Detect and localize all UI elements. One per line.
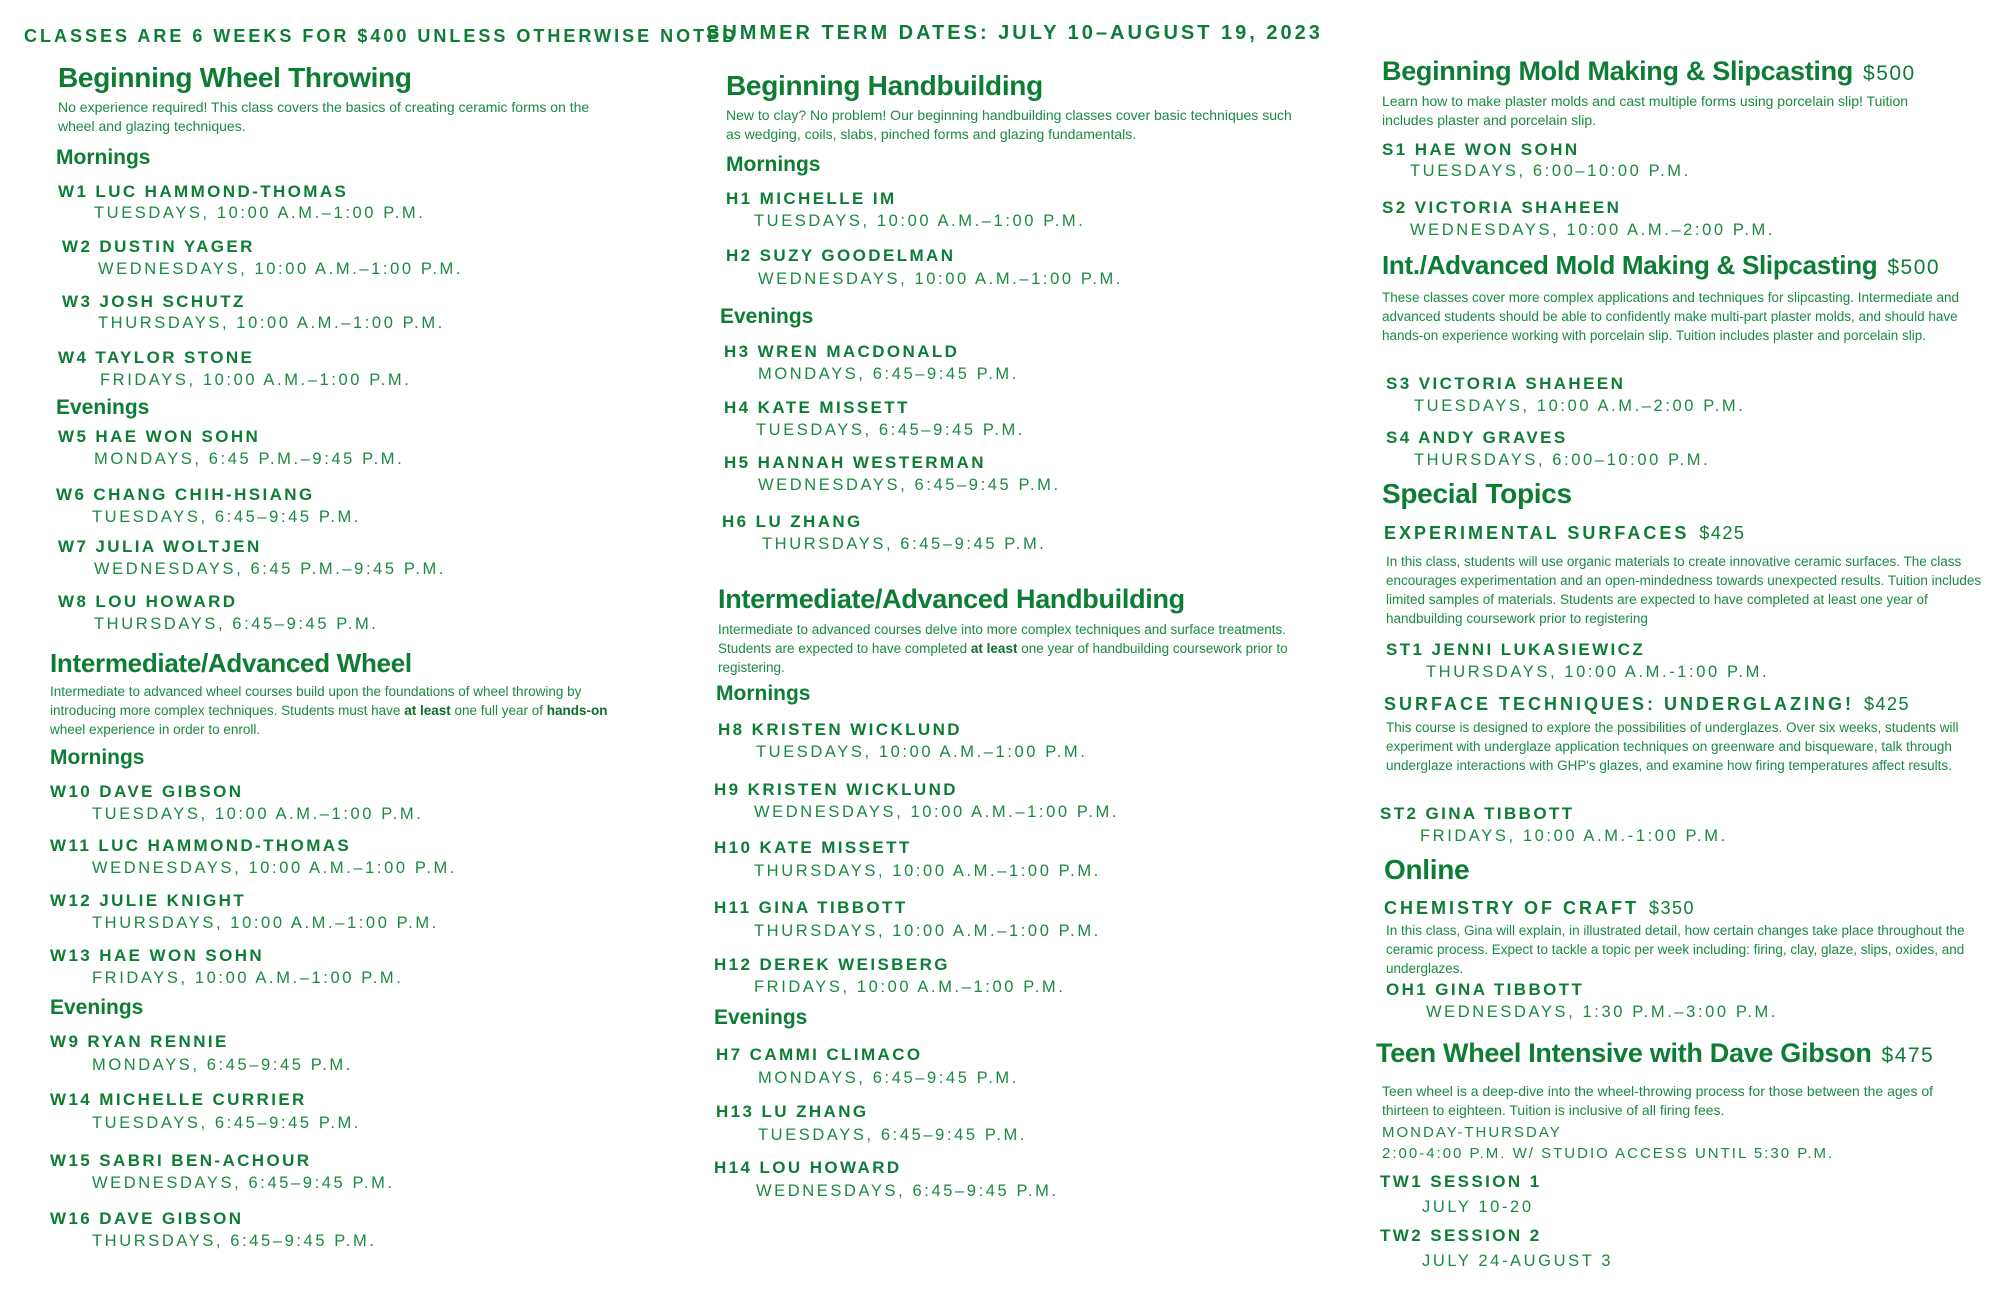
beginning-wheel-description: No experience required! This class covers the basics of creating ceramic forms on the wheel and glazing techniques. [58, 99, 590, 134]
mold-advanced-title: Int./Advanced Mold Making & Slipcasting $500 [1382, 250, 1941, 280]
teen-session-name: TW1 SESSION 1 [1380, 1172, 1542, 1191]
pricing-banner: CLASSES ARE 6 WEEKS FOR $400 UNLESS OTHERWISE NOTED [24, 26, 739, 46]
class-time: WEDNESDAYS, 10:00 A.M.–2:00 P.M. [1410, 221, 1776, 239]
intermediate-wheel-description: Intermediate to advanced wheel courses build upon the foundations of wheel throwing by introducing more complex techniques. Students must have at least one full year of hands-on wheel experience in order to enroll. [50, 684, 608, 737]
mold-beginning-price: $500 [1863, 62, 1916, 85]
class-teacher: S1 HAE WON SOHN [1382, 140, 1580, 159]
term-dates-banner: SUMMER TERM DATES: JULY 10–AUGUST 19, 2023 [706, 22, 1323, 44]
class-teacher: S2 VICTORIA SHAHEEN [1382, 198, 1622, 217]
chemistry-of-craft-price: $350 [1649, 898, 1696, 918]
class-teacher: H10 KATE MISSETT [714, 838, 912, 857]
class-teacher: W14 MICHELLE CURRIER [50, 1090, 307, 1109]
class-teacher: W10 DAVE GIBSON [50, 782, 244, 801]
class-time: WEDNESDAYS, 10:00 A.M.–1:00 P.M. [98, 260, 464, 278]
beginning-handbuilding-title: Beginning Handbuilding [726, 70, 1043, 101]
class-time: THURSDAYS, 10:00 A.M.-1:00 P.M. [1426, 663, 1770, 681]
class-teacher: H12 DEREK WEISBERG [714, 955, 950, 974]
class-teacher: H8 KRISTEN WICKLUND [718, 720, 962, 739]
class-time: MONDAYS, 6:45–9:45 P.M. [758, 365, 1019, 383]
class-time: FRIDAYS, 10:00 A.M.-1:00 P.M. [1420, 827, 1728, 845]
class-teacher: H9 KRISTEN WICKLUND [714, 780, 958, 799]
class-teacher: H7 CAMMI CLIMACO [716, 1045, 923, 1064]
class-teacher: W11 LUC HAMMOND-THOMAS [50, 836, 352, 855]
mold-beginning-description: Learn how to make plaster molds and cast multiple forms using porcelain slip! Tuition includes plaster and porcelain slip. [1382, 93, 1909, 128]
teen-wheel-price: $475 [1881, 1044, 1935, 1067]
class-teacher: W6 CHANG CHIH-HSIANG [56, 485, 315, 504]
class-time: MONDAYS, 6:45–9:45 P.M. [92, 1056, 353, 1074]
class-teacher: W3 JOSH SCHUTZ [62, 292, 246, 311]
teen-wheel-title: Teen Wheel Intensive with Dave Gibson $475 [1376, 1038, 1935, 1068]
class-teacher: S3 VICTORIA SHAHEEN [1386, 374, 1626, 393]
intermediate-handbuilding-title: Intermediate/Advanced Handbuilding [718, 584, 1185, 614]
class-teacher: H4 KATE MISSETT [724, 398, 910, 417]
class-teacher: W7 JULIA WOLTJEN [58, 537, 262, 556]
teen-wheel-hours: 2:00-4:00 P.M. W/ STUDIO ACCESS UNTIL 5:30 P.M. [1382, 1145, 1835, 1162]
special-topics-title: Special Topics [1382, 478, 1572, 509]
class-time: TUESDAYS, 10:00 A.M.–1:00 P.M. [754, 212, 1086, 230]
chemistry-of-craft-description: In this class, Gina will explain, in illustrated detail, how certain changes take place throughout the ceramic process. Expect to tackle a topic per week including: firing, clay, glaze, slips, oxides, and underglazes. [1386, 923, 1965, 976]
class-teacher: H1 MICHELLE IM [726, 189, 897, 208]
class-time: WEDNESDAYS, 6:45–9:45 P.M. [758, 476, 1061, 494]
beginning-handbuilding-mornings-label: Mornings [726, 153, 821, 176]
class-time: MONDAYS, 6:45 P.M.–9:45 P.M. [94, 450, 405, 468]
class-time: TUESDAYS, 6:00–10:00 P.M. [1410, 162, 1691, 180]
class-time: TUESDAYS, 10:00 A.M.–1:00 P.M. [94, 204, 426, 222]
teen-session-name: TW2 SESSION 2 [1380, 1226, 1542, 1245]
class-time: FRIDAYS, 10:00 A.M.–1:00 P.M. [100, 371, 412, 389]
underglazing-description: This course is designed to explore the possibilities of underglazes. Over six weeks, students will experiment with underglaze application techniques on greenware and bisqueware, talk through underglaze interactions with GHP's glazes, and examine how firing temperatures affect results. [1386, 720, 1959, 773]
class-teacher: S4 ANDY GRAVES [1386, 428, 1568, 447]
intermediate-handbuilding-evenings-label: Evenings [714, 1006, 808, 1029]
experimental-surfaces-heading: EXPERIMENTAL SURFACES $425 [1384, 523, 1746, 543]
class-time: WEDNESDAYS, 6:45 P.M.–9:45 P.M. [94, 560, 447, 578]
class-time: THURSDAYS, 6:45–9:45 P.M. [92, 1232, 377, 1250]
class-time: WEDNESDAYS, 10:00 A.M.–1:00 P.M. [754, 803, 1120, 821]
class-time: THURSDAYS, 6:45–9:45 P.M. [94, 615, 379, 633]
class-time: TUESDAYS, 6:45–9:45 P.M. [92, 508, 362, 526]
class-time: WEDNESDAYS, 10:00 A.M.–1:00 P.M. [758, 270, 1124, 288]
class-teacher: H14 LOU HOWARD [714, 1158, 902, 1177]
class-time: TUESDAYS, 10:00 A.M.–1:00 P.M. [92, 805, 424, 823]
intermediate-wheel-title: Intermediate/Advanced Wheel [50, 648, 412, 678]
class-time: TUESDAYS, 10:00 A.M.–1:00 P.M. [756, 743, 1088, 761]
beginning-wheel-mornings-label: Mornings [56, 146, 151, 169]
class-time: THURSDAYS, 6:45–9:45 P.M. [762, 535, 1047, 553]
mold-advanced-price: $500 [1887, 256, 1941, 279]
class-teacher: H2 SUZY GOODELMAN [726, 246, 956, 265]
chemistry-of-craft-heading: CHEMISTRY OF CRAFT $350 [1384, 898, 1696, 918]
beginning-handbuilding-evenings-label: Evenings [720, 305, 814, 328]
class-time: TUESDAYS, 6:45–9:45 P.M. [756, 421, 1026, 439]
teen-session-dates: JULY 10-20 [1422, 1198, 1534, 1216]
class-teacher: ST2 GINA TIBBOTT [1380, 804, 1575, 823]
intermediate-handbuilding-mornings-label: Mornings [716, 682, 811, 705]
class-teacher: H13 LU ZHANG [716, 1102, 869, 1121]
intermediate-wheel-evenings-label: Evenings [50, 996, 144, 1019]
class-teacher: W9 RYAN RENNIE [50, 1032, 229, 1051]
class-teacher: W12 JULIE KNIGHT [50, 891, 247, 910]
class-teacher: W15 SABRI BEN-ACHOUR [50, 1151, 312, 1170]
experimental-surfaces-price: $425 [1699, 523, 1746, 543]
class-teacher: W8 LOU HOWARD [58, 592, 238, 611]
class-teacher: W4 TAYLOR STONE [58, 348, 255, 367]
class-teacher: H3 WREN MACDONALD [724, 342, 960, 361]
teen-wheel-days: MONDAY-THURSDAY [1382, 1124, 1562, 1141]
class-time: WEDNESDAYS, 10:00 A.M.–1:00 P.M. [92, 859, 458, 877]
class-teacher: H11 GINA TIBBOTT [714, 898, 908, 917]
class-time: MONDAYS, 6:45–9:45 P.M. [758, 1069, 1019, 1087]
mold-beginning-title: Beginning Mold Making & Slipcasting $500 [1382, 56, 1916, 86]
beginning-wheel-title: Beginning Wheel Throwing [58, 62, 412, 93]
class-time: THURSDAYS, 10:00 A.M.–1:00 P.M. [754, 922, 1101, 940]
teen-wheel-description: Teen wheel is a deep-dive into the wheel-throwing process for those between the ages of thirteen to eighteen. Tuition is inclusive of all firing fees. [1382, 1083, 1934, 1118]
class-teacher: H6 LU ZHANG [722, 512, 863, 531]
class-teacher: W2 DUSTIN YAGER [62, 237, 255, 256]
class-time: TUESDAYS, 6:45–9:45 P.M. [92, 1114, 362, 1132]
underglazing-heading: SURFACE TECHNIQUES: UNDERGLAZING! $425 [1384, 694, 1911, 714]
teen-session-dates: JULY 24-AUGUST 3 [1422, 1252, 1614, 1270]
intermediate-wheel-mornings-label: Mornings [50, 746, 145, 769]
class-time: TUESDAYS, 6:45–9:45 P.M. [758, 1126, 1028, 1144]
mold-advanced-description: These classes cover more complex applications and techniques for slipcasting. Intermediate and advanced students should be able to confidently make multi-part plaster molds, and should have hands-on experience working with porcelain slip. Tuition includes plaster and porcelain slip. [1382, 290, 1960, 343]
class-time: WEDNESDAYS, 6:45–9:45 P.M. [756, 1182, 1059, 1200]
class-teacher: W16 DAVE GIBSON [50, 1209, 244, 1228]
class-time: WEDNESDAYS, 6:45–9:45 P.M. [92, 1174, 395, 1192]
experimental-surfaces-description: In this class, students will use organic materials to create innovative ceramic surfaces. The class encourages experimentation and an open-mindedness towards unexpected results. Tuition includes limited samples of materials. Students are expected to have completed at least one year of handbuilding coursework prior to registering [1386, 554, 1982, 626]
class-time: THURSDAYS, 6:00–10:00 P.M. [1414, 451, 1711, 469]
class-time: THURSDAYS, 10:00 A.M.–1:00 P.M. [754, 862, 1101, 880]
class-time: THURSDAYS, 10:00 A.M.–1:00 P.M. [98, 314, 445, 332]
intermediate-handbuilding-description: Intermediate to advanced courses delve into more complex techniques and surface treatments. Students are expected to have completed at least one year of handbuilding coursework prior to registering. [718, 622, 1288, 675]
beginning-wheel-evenings-label: Evenings [56, 396, 150, 419]
class-time: FRIDAYS, 10:00 A.M.–1:00 P.M. [92, 969, 404, 987]
class-teacher: ST1 JENNI LUKASIEWICZ [1386, 640, 1646, 659]
class-time: TUESDAYS, 10:00 A.M.–2:00 P.M. [1414, 397, 1746, 415]
underglazing-price: $425 [1864, 694, 1911, 714]
class-time: THURSDAYS, 10:00 A.M.–1:00 P.M. [92, 914, 439, 932]
online-title: Online [1384, 854, 1470, 885]
class-teacher: H5 HANNAH WESTERMAN [724, 453, 986, 472]
beginning-handbuilding-description: New to clay? No problem! Our beginning handbuilding classes cover basic techniques such as wedging, coils, slabs, pinched forms and glazing fundamentals. [726, 107, 1292, 142]
class-teacher: W1 LUC HAMMOND-THOMAS [58, 182, 349, 201]
class-time: WEDNESDAYS, 1:30 P.M.–3:00 P.M. [1426, 1003, 1779, 1021]
class-time: FRIDAYS, 10:00 A.M.–1:00 P.M. [754, 978, 1066, 996]
class-teacher: W13 HAE WON SOHN [50, 946, 265, 965]
class-teacher: W5 HAE WON SOHN [58, 427, 261, 446]
class-teacher: OH1 GINA TIBBOTT [1386, 980, 1585, 999]
